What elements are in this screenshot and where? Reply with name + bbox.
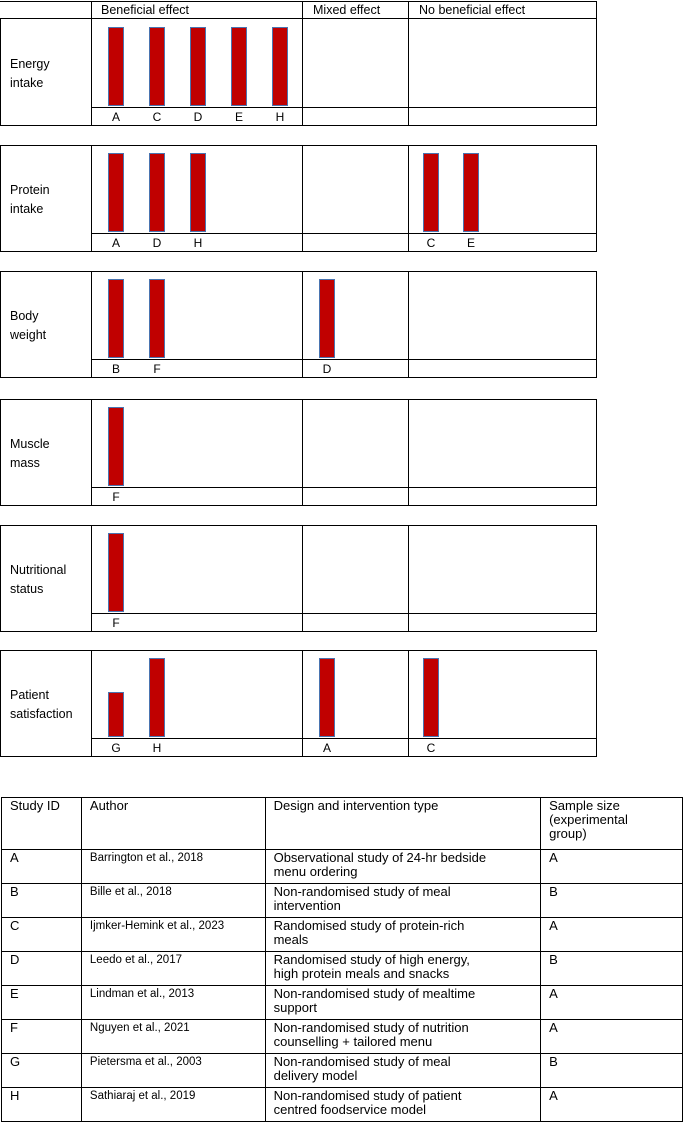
study-id: B bbox=[2, 884, 82, 918]
study-author: Leedo et al., 2017 bbox=[81, 952, 265, 986]
study-id: D bbox=[2, 952, 82, 986]
study-author: Sathiaraj et al., 2019 bbox=[81, 1088, 265, 1122]
study-design-line1: Non-randomised study of meal bbox=[273, 884, 451, 899]
study-design-line2: support bbox=[273, 1000, 317, 1015]
study-table-header bbox=[2, 798, 683, 850]
study-bar-label: D bbox=[322, 362, 332, 376]
outcome-label-line2: status bbox=[10, 582, 44, 596]
study-row bbox=[2, 986, 683, 1020]
study-design-line1: Observational study of 24-hr bedside bbox=[273, 850, 487, 865]
study-id: A bbox=[2, 850, 82, 884]
study-bar-label: F bbox=[112, 616, 120, 630]
study-sample-size: A bbox=[541, 986, 683, 1020]
outcome-label bbox=[10, 307, 90, 345]
study-design-line2: intervention bbox=[273, 898, 341, 913]
study-id: H bbox=[2, 1088, 82, 1122]
outcome-label-line2: intake bbox=[10, 76, 44, 90]
study-bar-label: E bbox=[234, 110, 243, 124]
study-author: Ijmker-Hemink et al., 2023 bbox=[81, 918, 265, 952]
outcome-label-line2: mass bbox=[10, 456, 40, 470]
col-sample-size-line3: group) bbox=[549, 826, 587, 841]
study-bar-label: H bbox=[152, 741, 162, 755]
study-bar-label: C bbox=[426, 741, 436, 755]
study-sample-size: B bbox=[541, 1054, 683, 1088]
study-bar-e bbox=[231, 27, 247, 106]
study-bar-g bbox=[108, 692, 124, 737]
outcome-row bbox=[0, 650, 597, 757]
study-design bbox=[265, 986, 541, 1020]
outcome-row bbox=[0, 271, 597, 378]
col-design: Design and intervention type bbox=[265, 798, 541, 850]
study-author: Nguyen et al., 2021 bbox=[81, 1020, 265, 1054]
study-design bbox=[265, 952, 541, 986]
study-bar-c bbox=[423, 658, 439, 737]
study-sample-size: A bbox=[541, 1020, 683, 1054]
study-row bbox=[2, 850, 683, 884]
study-author: Pietersma et al., 2003 bbox=[81, 1054, 265, 1088]
study-bar-h bbox=[272, 27, 288, 106]
study-id: F bbox=[2, 1020, 82, 1054]
outcome-label bbox=[10, 686, 90, 724]
outcome-label bbox=[10, 55, 90, 93]
study-bar-f bbox=[108, 533, 124, 612]
study-bar-label: E bbox=[466, 236, 475, 250]
study-bar-h bbox=[190, 153, 206, 232]
study-design bbox=[265, 918, 541, 952]
study-design-line1: Non-randomised study of patient bbox=[273, 1088, 462, 1103]
study-design-line1: Randomised study of protein-rich bbox=[273, 918, 465, 933]
study-bar-d bbox=[319, 279, 335, 358]
header-beneficial-effect: Beneficial effect bbox=[101, 3, 190, 17]
study-bar-f bbox=[108, 407, 124, 486]
outcome-label bbox=[10, 181, 90, 219]
header-no-beneficial-effect: No beneficial effect bbox=[419, 3, 526, 17]
study-bar-label: D bbox=[193, 110, 203, 124]
study-bar-label: C bbox=[426, 236, 436, 250]
study-bar-d bbox=[190, 27, 206, 106]
study-sample-size: A bbox=[541, 1088, 683, 1122]
study-bar-d bbox=[149, 153, 165, 232]
outcome-label-line2: satisfaction bbox=[10, 707, 73, 721]
study-bar-label: D bbox=[152, 236, 162, 250]
study-bar-f bbox=[149, 279, 165, 358]
study-bar-label: F bbox=[153, 362, 161, 376]
study-bar-label: B bbox=[111, 362, 120, 376]
study-design-line1: Randomised study of high energy, bbox=[273, 952, 470, 967]
study-bar-c bbox=[149, 27, 165, 106]
study-sample-size: B bbox=[541, 884, 683, 918]
study-bar-label: A bbox=[322, 741, 331, 755]
study-design-line1: Non-randomised study of meal bbox=[273, 1054, 451, 1069]
study-row bbox=[2, 918, 683, 952]
study-bar-label: A bbox=[111, 110, 120, 124]
study-design-line2: centred foodservice model bbox=[273, 1102, 427, 1117]
study-bar-label: H bbox=[193, 236, 203, 250]
col-sample-size-line2: (experimental bbox=[549, 812, 628, 827]
study-bar-label: G bbox=[111, 741, 121, 755]
outcome-label-line2: weight bbox=[10, 328, 47, 342]
col-sample-size-line1: Sample size bbox=[549, 798, 620, 813]
outcome-label bbox=[10, 561, 90, 599]
study-author: Lindman et al., 2013 bbox=[81, 986, 265, 1020]
header-mixed-effect: Mixed effect bbox=[313, 3, 381, 17]
study-bar-label: C bbox=[152, 110, 162, 124]
study-design-line2: meals bbox=[273, 932, 309, 947]
study-bar-label: A bbox=[111, 236, 120, 250]
study-author: Bille et al., 2018 bbox=[81, 884, 265, 918]
outcome-row bbox=[0, 19, 597, 126]
study-design-line2: high protein meals and snacks bbox=[273, 966, 450, 981]
study-design-line2: delivery model bbox=[273, 1068, 358, 1083]
outcome-row bbox=[0, 399, 597, 506]
study-bar-b bbox=[108, 279, 124, 358]
study-bar-label: F bbox=[112, 490, 120, 504]
col-study-id: Study ID bbox=[2, 798, 82, 850]
study-design bbox=[265, 850, 541, 884]
outcome-label-line1: Nutritional bbox=[10, 563, 67, 577]
study-id: G bbox=[2, 1054, 82, 1088]
study-author: Barrington et al., 2018 bbox=[81, 850, 265, 884]
study-row bbox=[2, 952, 683, 986]
outcome-label-line1: Protein bbox=[10, 183, 50, 197]
study-row bbox=[2, 1020, 683, 1054]
study-bar-c bbox=[423, 153, 439, 232]
study-design bbox=[265, 1054, 541, 1088]
study-design-line2: menu ordering bbox=[273, 864, 358, 879]
study-id: E bbox=[2, 986, 82, 1020]
study-design-line1: Non-randomised study of nutrition bbox=[273, 1020, 469, 1035]
study-bar-label: H bbox=[275, 110, 285, 124]
study-row bbox=[2, 884, 683, 918]
study-design bbox=[265, 884, 541, 918]
study-bar-a bbox=[108, 27, 124, 106]
col-author: Author bbox=[81, 798, 265, 850]
outcome-row bbox=[0, 145, 597, 252]
outcome-row bbox=[0, 525, 597, 632]
study-row bbox=[2, 1088, 683, 1122]
study-id: C bbox=[2, 918, 82, 952]
outcome-label-line1: Muscle bbox=[10, 437, 50, 451]
study-design-line2: counselling + tailored menu bbox=[273, 1034, 433, 1049]
study-bar-a bbox=[108, 153, 124, 232]
study-sample-size: B bbox=[541, 952, 683, 986]
outcome-label bbox=[10, 435, 90, 473]
study-bar-h bbox=[149, 658, 165, 737]
study-table bbox=[1, 797, 683, 1122]
outcome-label-line1: Patient bbox=[10, 688, 49, 702]
study-sample-size: A bbox=[541, 850, 683, 884]
study-bar-e bbox=[463, 153, 479, 232]
study-design-line1: Non-randomised study of mealtime bbox=[273, 986, 476, 1001]
study-design bbox=[265, 1020, 541, 1054]
outcome-label-line1: Body bbox=[10, 309, 39, 323]
outcome-label-line2: intake bbox=[10, 202, 44, 216]
study-row bbox=[2, 1054, 683, 1088]
study-design bbox=[265, 1088, 541, 1122]
study-sample-size: A bbox=[541, 918, 683, 952]
col-sample-size bbox=[541, 798, 683, 850]
study-bar-a bbox=[319, 658, 335, 737]
outcome-label-line1: Energy bbox=[10, 57, 50, 71]
